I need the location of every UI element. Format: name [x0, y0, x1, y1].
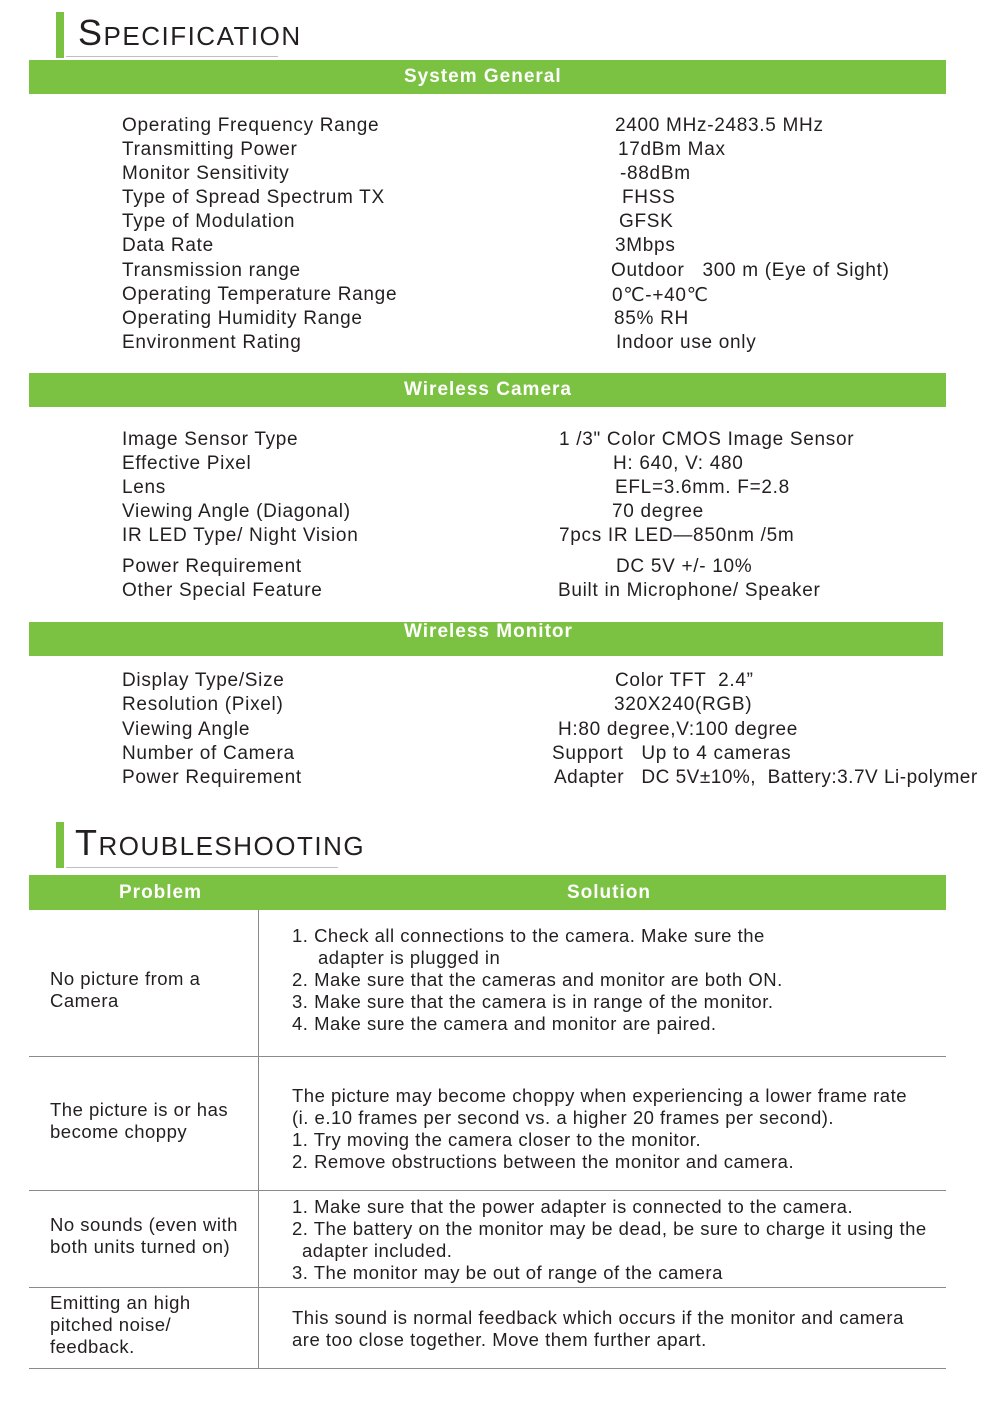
troubleshooting-title-rule	[66, 867, 338, 868]
spec-value: 3Mbps	[615, 235, 676, 256]
solution-line: are too close together. Move them further apart.	[292, 1329, 707, 1350]
spec-label: Transmitting Power	[122, 139, 298, 160]
spec-value: Indoor use only	[616, 332, 757, 353]
spec-label: Display Type/Size	[122, 670, 285, 691]
problem-line: Emitting an high	[50, 1292, 191, 1313]
spec-label: Number of Camera	[122, 743, 295, 764]
solution-cell	[292, 1085, 907, 1173]
row-divider	[29, 1287, 946, 1288]
spec-label: Resolution (Pixel)	[122, 694, 284, 715]
spec-value: 7pcs IR LED—850nm /5m	[559, 525, 795, 546]
spec-value: H: 640, V: 480	[613, 453, 744, 474]
spec-label: Image Sensor Type	[122, 429, 299, 450]
problem-line: The picture is or has	[50, 1099, 229, 1120]
spec-value: 0℃-+40℃	[612, 285, 709, 306]
solution-line: 2. Remove obstructions between the monitor and camera.	[292, 1151, 795, 1172]
solution-line: 3. The monitor may be out of range of the camera	[292, 1262, 723, 1283]
spec-value: FHSS	[622, 187, 676, 208]
spec-value: 320X240(RGB)	[614, 694, 753, 715]
spec-value: 2400 MHz-2483.5 MHz	[615, 115, 824, 136]
solution-line: adapter is plugged in	[318, 947, 501, 968]
spec-value: GFSK	[619, 211, 674, 232]
wireless-monitor-heading: Wireless Monitor	[404, 621, 573, 642]
spec-label: Type of Spread Spectrum TX	[122, 187, 385, 208]
solution-line: 2. The battery on the monitor may be dead, be sure to charge it using the	[292, 1218, 927, 1239]
problem-line: both units turned on)	[50, 1236, 231, 1257]
spec-label: Power Requirement	[122, 767, 302, 788]
specification-title-initial: S	[78, 12, 104, 53]
solution-line: 1. Make sure that the power adapter is connected to the camera.	[292, 1196, 854, 1217]
spec-value: H:80 degree,V:100 degree	[558, 719, 799, 740]
spec-label: Data Rate	[122, 235, 214, 256]
row-divider	[29, 1190, 946, 1191]
solution-line: 1. Try moving the camera closer to the monitor.	[292, 1129, 702, 1150]
solution-line: The picture may become choppy when experiencing a lower frame rate	[292, 1085, 908, 1106]
solution-cell	[292, 1307, 904, 1351]
spec-value: 85% RH	[614, 308, 689, 329]
solution-cell	[292, 1196, 927, 1284]
spec-label: Viewing Angle	[122, 719, 251, 740]
spec-value: DC 5V +/- 10%	[616, 556, 753, 577]
spec-value: Outdoor 300 m (Eye of Sight)	[611, 260, 890, 281]
spec-value: 1 /3" Color CMOS Image Sensor	[559, 429, 855, 450]
solution-line: 3. Make sure that the camera is in range of the monitor.	[292, 991, 774, 1012]
spec-value: EFL=3.6mm. F=2.8	[615, 477, 790, 498]
problem-line: pitched noise/	[50, 1314, 172, 1335]
spec-label: Monitor Sensitivity	[122, 163, 290, 184]
spec-value: Support Up to 4 cameras	[552, 743, 792, 764]
problem-line: No sounds (even with	[50, 1214, 238, 1235]
spec-label: Operating Frequency Range	[122, 115, 380, 136]
spec-label: Viewing Angle (Diagonal)	[122, 501, 351, 522]
spec-label: Other Special Feature	[122, 580, 323, 601]
solution-line: This sound is normal feedback which occurs if the monitor and camera	[292, 1307, 904, 1328]
spec-value: 17dBm Max	[618, 139, 726, 160]
solution-line: (i. e.10 frames per second vs. a higher 20 frames per second).	[292, 1107, 835, 1128]
solution-line: 1. Check all connections to the camera. Make sure the	[292, 925, 765, 946]
troubleshooting-title-initial: T	[75, 822, 99, 863]
spec-label: Operating Humidity Range	[122, 308, 363, 329]
spec-label: Effective Pixel	[122, 453, 252, 474]
row-divider	[29, 1056, 946, 1057]
problem-cell	[50, 1214, 238, 1258]
problem-cell	[50, 1099, 228, 1143]
solution-line: 4. Make sure the camera and monitor are paired.	[292, 1013, 717, 1034]
system-general-heading: System General	[404, 66, 562, 87]
spec-value: Adapter DC 5V±10%, Battery:3.7V Li-polymer	[554, 767, 978, 788]
table-bottom-border	[29, 1368, 946, 1369]
spec-label: Type of Modulation	[122, 211, 296, 232]
wireless-camera-header	[29, 373, 946, 407]
specification-accent-bar	[56, 12, 64, 58]
spec-label: Transmission range	[122, 260, 301, 281]
problem-line: become choppy	[50, 1121, 188, 1142]
specification-title	[78, 12, 302, 54]
problem-line: feedback.	[50, 1336, 135, 1357]
system-general-header	[29, 60, 946, 94]
troubleshooting-title	[75, 822, 365, 864]
spec-value: -88dBm	[620, 163, 691, 184]
problem-line: Camera	[50, 990, 119, 1011]
spec-label: Power Requirement	[122, 556, 302, 577]
problem-column-header: Problem	[119, 881, 203, 903]
troubleshooting-accent-bar	[56, 822, 64, 868]
solution-column-header: Solution	[567, 881, 651, 903]
problem-line: No picture from a	[50, 968, 201, 989]
solution-line: 2. Make sure that the cameras and monitor are both ON.	[292, 969, 783, 990]
troubleshooting-table-header	[29, 875, 946, 910]
wireless-camera-heading: Wireless Camera	[404, 379, 572, 400]
problem-cell	[50, 1292, 191, 1358]
spec-label: Operating Temperature Range	[122, 284, 398, 305]
wireless-monitor-header	[29, 622, 943, 656]
spec-label: Environment Rating	[122, 332, 302, 353]
spec-label: IR LED Type/ Night Vision	[122, 525, 359, 546]
spec-label: Lens	[122, 477, 167, 498]
specification-title-rest: PECIFICATION	[103, 21, 302, 51]
spec-value: Built in Microphone/ Speaker	[558, 580, 821, 601]
spec-value: 70 degree	[612, 501, 704, 522]
solution-line: adapter included.	[302, 1240, 453, 1261]
solution-cell	[292, 925, 783, 1035]
spec-value: Color TFT 2.4”	[615, 670, 754, 691]
problem-cell	[50, 968, 200, 1012]
specification-title-rule	[66, 56, 278, 57]
column-divider	[258, 910, 259, 1369]
troubleshooting-title-rest: ROUBLESHOOTING	[98, 831, 366, 861]
